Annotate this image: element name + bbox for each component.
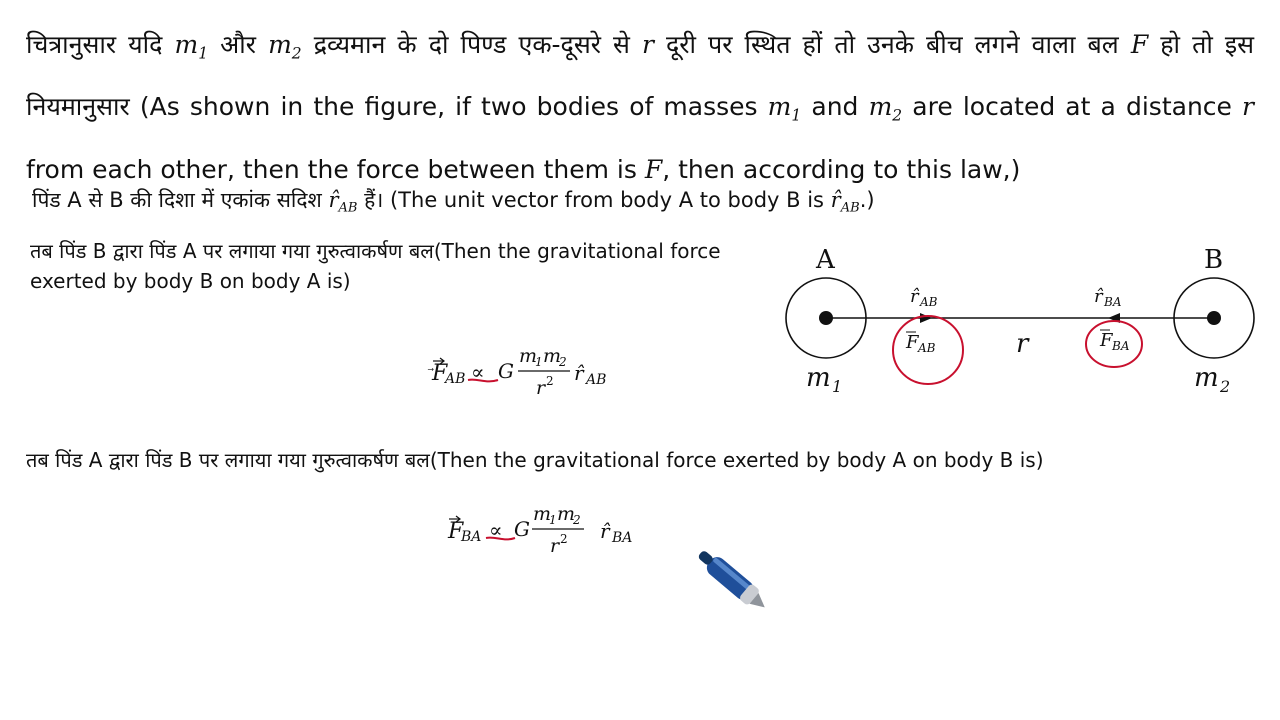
intro-text-hi-4: हो तो इस नियमानुसार xyxy=(26,30,1255,122)
equation-F-BA xyxy=(444,498,644,563)
intro-text-en-2: are located at a distance xyxy=(912,92,1232,122)
distance-r: r xyxy=(641,30,654,59)
eq-ab-num-m1: m xyxy=(519,345,538,367)
mass-m1-en: $m_1$ xyxy=(767,92,802,125)
F-AB-symbol: F xyxy=(906,332,919,353)
eq-ba-F: F xyxy=(448,519,464,544)
unit-vector-text-en: (The unit vector from body A to body B is xyxy=(389,188,824,212)
force-on-B-en: (Then the gravitational force exerted by body A on body B is) xyxy=(429,448,1044,472)
distance-r-en: r xyxy=(1242,92,1254,122)
mass-m2: $m_2$ xyxy=(268,30,302,63)
intro-paragraph xyxy=(26,18,1254,196)
rhat-BA-sub: BA xyxy=(1104,295,1122,309)
eq-ba-proportional: ∝ xyxy=(489,518,503,542)
eq-ab-den-sup: 2 xyxy=(546,374,554,388)
intro-text-hi-2: द्रव्यमान के दो पिण्ड एक-दूसरे से xyxy=(313,30,630,59)
unit-vector-rAB-en: $r̂_{AB}$ xyxy=(830,188,860,216)
eq-ab-num-sub1: 1 xyxy=(535,355,543,369)
label-A: A xyxy=(816,245,835,275)
mass-m2-en: $m_2$ xyxy=(868,92,903,125)
eq-ba-den-r: r xyxy=(550,535,560,557)
pen-cursor-icon xyxy=(684,535,779,630)
mass-m2-label: m xyxy=(1194,363,1219,393)
intro-text-hi-3: दूरी पर स्थित हों तो उनके बीच लगने वाला बल xyxy=(666,30,1119,59)
F-AB-sub: AB xyxy=(918,341,936,355)
eq-ba-num-sub2: 2 xyxy=(573,513,581,527)
eq-ab-den-r: r xyxy=(536,377,546,399)
F-BA-symbol: F xyxy=(1100,330,1113,351)
label-B: B xyxy=(1204,245,1224,275)
eq-ab-proportional: ∝ xyxy=(471,360,485,384)
unit-vector-rAB: $r̂_{AB}$ xyxy=(328,188,358,216)
F-BA-sub: BA xyxy=(1112,339,1130,353)
unit-vector-line xyxy=(32,186,875,216)
intro-text-en-3: from each other, then the force between them is xyxy=(26,154,637,184)
force-on-A-hi: तब पिंड B द्वारा पिंड A पर लगाया गया गुरुत्वाकर्षण बल xyxy=(30,239,434,263)
rhat-AB-sub: AB xyxy=(920,295,938,309)
two-body-diagram xyxy=(780,236,1260,401)
unit-vector-text-hi: पिंड A से B की दिशा में एकांक सदिश xyxy=(32,188,322,212)
rhat-AB-symbol: r̂ xyxy=(910,286,919,307)
mass-m1-label: m xyxy=(806,363,831,393)
equation-F-AB xyxy=(428,340,628,405)
eq-ba-num-m1: m xyxy=(533,503,552,525)
intro-and-en: and xyxy=(811,92,859,122)
eq-ab-rhat: r̂ xyxy=(574,361,584,385)
eq-ab-num-m2: m xyxy=(543,345,562,367)
intro-and-hi: और xyxy=(220,30,256,59)
eq-ab-F-sub: AB xyxy=(445,371,466,387)
eq-ba-rhat-sub: BA xyxy=(612,530,633,546)
force-on-B-text xyxy=(26,446,1044,473)
eq-ba-num-sub1: 1 xyxy=(549,513,557,527)
force-F-en: F xyxy=(644,154,663,184)
force-F: F xyxy=(1130,30,1149,59)
eq-ab-F: F xyxy=(432,361,448,386)
mass-m2-sub: 2 xyxy=(1220,377,1231,396)
mass-m1: $m_1$ xyxy=(174,30,209,63)
force-on-A-text xyxy=(30,236,770,296)
unit-vector-hi-end: हैं। xyxy=(364,188,384,212)
eq-ba-F-sub: BA xyxy=(461,529,482,545)
intro-text-hi-1: चित्रानुसार यदि xyxy=(26,30,163,59)
eq-ab-rhat-sub: AB xyxy=(586,372,607,388)
eq-ab-G: G xyxy=(498,359,514,383)
rhat-BA-symbol: r̂ xyxy=(1094,286,1103,307)
eq-ba-den-sup: 2 xyxy=(560,532,568,546)
force-on-A-en: (Then the gravitational force exerted by body B on body A is) xyxy=(30,239,721,293)
distance-r-label: r xyxy=(1016,329,1029,359)
unit-vector-en-end: .) xyxy=(859,188,875,212)
intro-text-en-4: , then according to this law,) xyxy=(662,154,1021,184)
mass-m1-sub: 1 xyxy=(832,377,843,396)
eq-ba-G: G xyxy=(514,517,530,541)
eq-ba-num-m2: m xyxy=(557,503,576,525)
intro-text-en-1: (As shown in the figure, if two bodies of masses xyxy=(139,92,758,122)
eq-ab-num-sub2: 2 xyxy=(559,355,567,369)
eq-ba-rhat: r̂ xyxy=(600,519,610,543)
force-on-B-hi: तब पिंड A द्वारा पिंड B पर लगाया गया गुरुत्वाकर्षण बल xyxy=(26,448,430,472)
